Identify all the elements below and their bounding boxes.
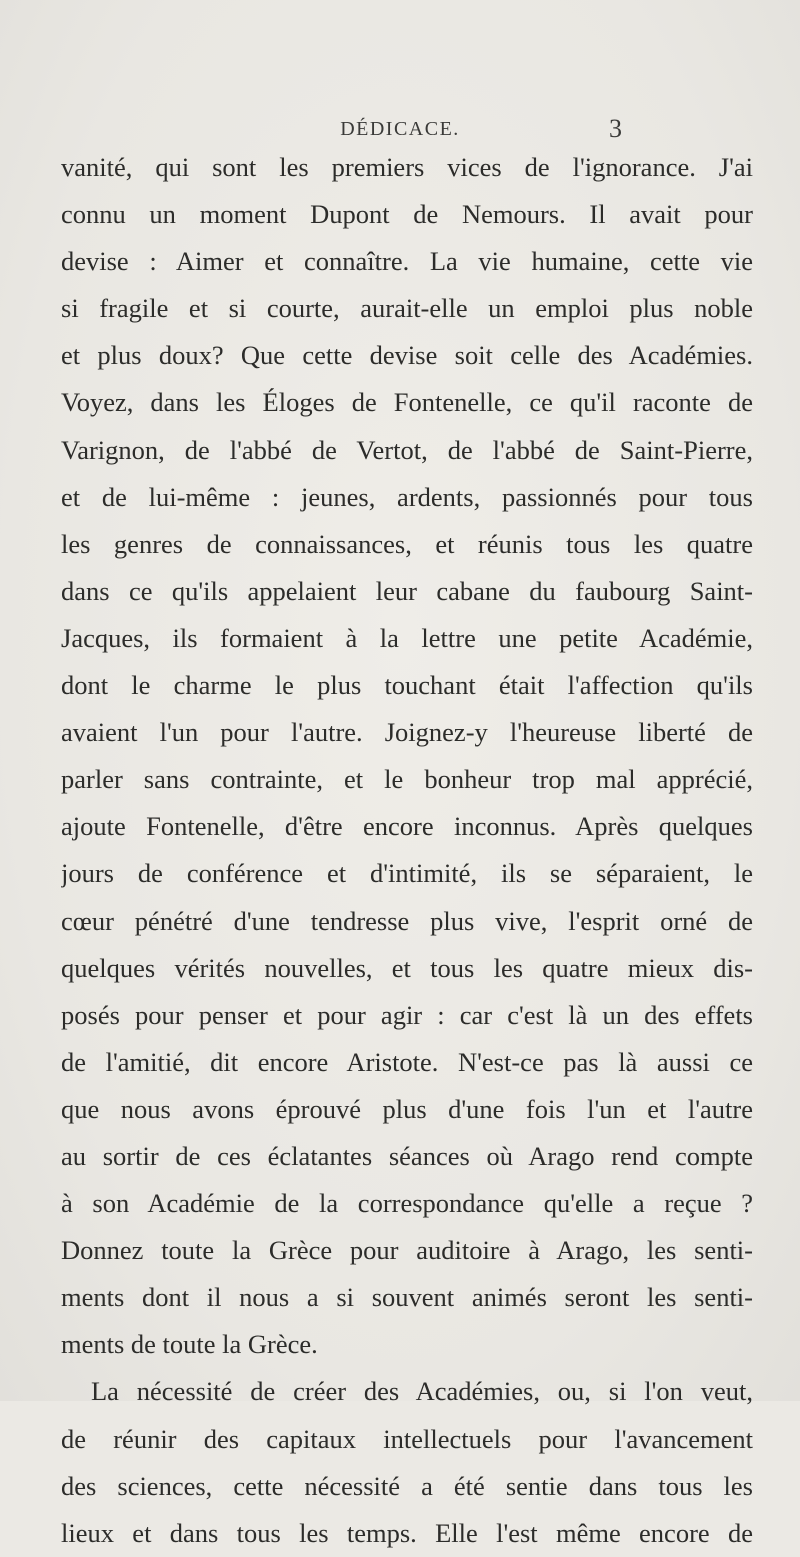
text-line: Voyez, dans les Éloges de Fontenelle, ce qu'il raconte de [61,387,753,418]
text-line: au sortir de ces éclatantes séances où Arago rend compte [61,1140,753,1171]
paragraph-end-line: ments de toute la Grèce. [61,1329,318,1360]
paragraph-start-line: La nécessité de créer des Académies, ou, si l'on veut, [91,1376,753,1407]
text-line: vanité, qui sont les premiers vices de l'ignorance. J'ai [61,152,753,182]
text-line: cœur pénétré d'une tendresse plus vive, l'esprit orné de [61,905,753,936]
text-line: que nous avons éprouvé plus d'une fois l'un et l'autre [61,1093,753,1124]
text-line: connu un moment Dupont de Nemours. Il avait pour [61,199,753,230]
text-line: si fragile et si courte, aurait-elle un emploi plus noble [61,293,753,324]
running-head-title: DÉDICACE. [340,118,460,140]
text-line: et de lui-même : jeunes, ardents, passionnés pour tous [61,481,753,512]
page-number: 3 [609,114,622,143]
text-line: avaient l'un pour l'autre. Joignez-y l'heureuse liberté de [61,717,753,748]
text-line: parler sans contrainte, et le bonheur trop mal apprécié, [61,764,753,795]
text-line: Varignon, de l'abbé de Vertot, de l'abbé de Saint-Pierre, [61,434,753,465]
text-line: de l'amitié, dit encore Aristote. N'est-ce pas là aussi ce [61,1046,753,1077]
text-line: dont le charme le plus touchant était l'affection qu'ils [61,670,753,701]
text-line: les genres de connaissances, et réunis tous les quatre [61,528,753,559]
text-line: lieux et dans tous les temps. Elle l'est même encore de [61,1517,753,1548]
text-line: dans ce qu'ils appelaient leur cabane du faubourg Saint- [61,575,753,606]
text-line: Jacques, ils formaient à la lettre une petite Académie, [61,622,753,653]
text-line: devise : Aimer et connaître. La vie humaine, cette vie [61,246,753,277]
text-line: de réunir des capitaux intellectuels pour l'avancement [61,1423,753,1454]
body-text [61,144,753,1557]
text-line: ments dont il nous a si souvent animés seront les senti- [61,1282,753,1313]
text-line: et plus doux? Que cette devise soit celle des Académies. [61,340,753,371]
text-line: à son Académie de la correspondance qu'elle a reçue ? [61,1188,753,1219]
text-line: quelques vérités nouvelles, et tous les quatre mieux dis- [61,952,753,983]
text-line: des sciences, cette nécessité a été sentie dans tous les [61,1470,753,1501]
text-line: posés pour penser et pour agir : car c'est là un des effets [61,999,753,1030]
text-line: ajoute Fontenelle, d'être encore inconnus. Après quelques [61,811,753,842]
text-line: Donnez toute la Grèce pour auditoire à Arago, les senti- [61,1235,753,1266]
text-line: jours de conférence et d'intimité, ils se séparaient, le [61,858,753,889]
